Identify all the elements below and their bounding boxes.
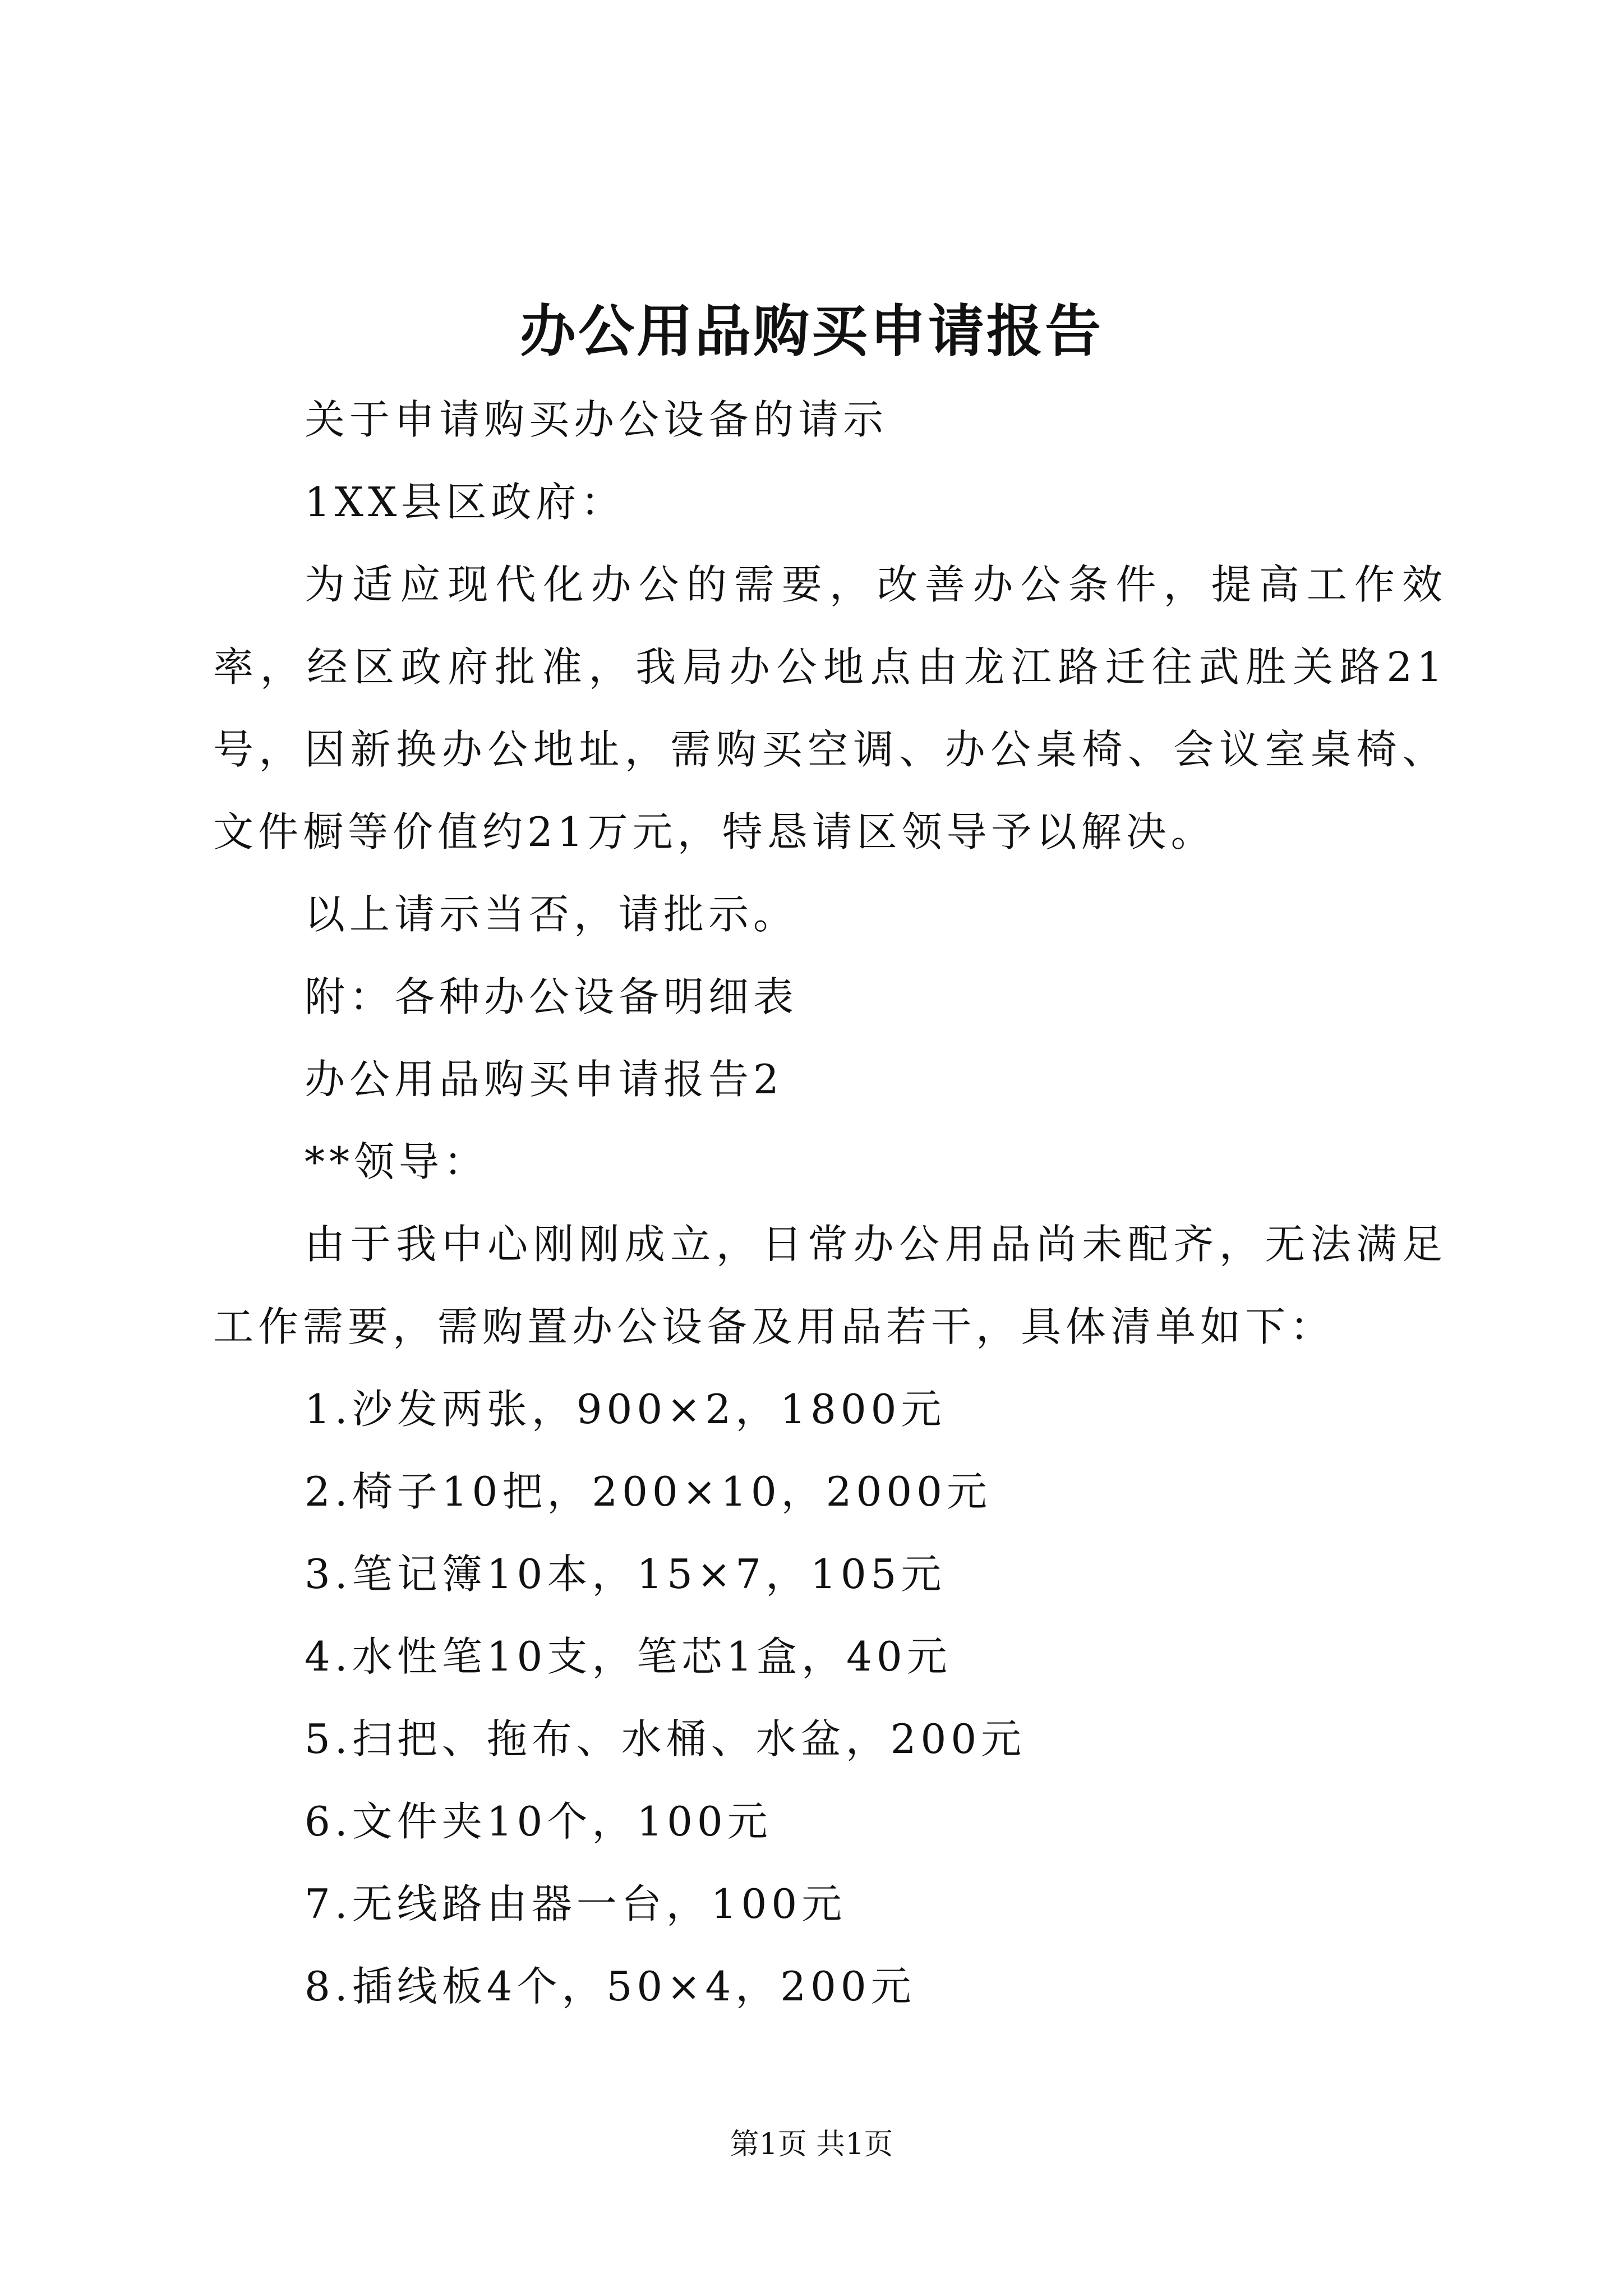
list-item: 6.文件夹10个，100元 — [305, 1798, 772, 1845]
list-item: 7.无线路由器一台，100元 — [305, 1880, 847, 1927]
page-footer: 第1页 共1页 — [730, 2128, 893, 2161]
list-item: 1.沙发两张，900×2，1800元 — [305, 1386, 946, 1433]
list-item: 5.扫把、拖布、水桶、水盆，200元 — [305, 1715, 1026, 1763]
addressee-line-2: **领导： — [305, 1138, 489, 1185]
body-paragraph: 为适应现代化办公的需要，改善办公条件，提高工作效率，经区政府批准，我局办公地点由龙江路迁往武胜关路21号，因新换办公地址，需购买空调、办公桌椅、会议室桌椅、文件橱等价值约21万元，特恳请区领导予以解决。 — [213, 561, 1447, 855]
body-paragraph-2: 由于我中心刚刚成立，日常办公用品尚未配齐，无法满足工作需要，需购置办公设备及用品若干，具体清单如下： — [213, 1221, 1447, 1350]
list-item: 8.插线板4个，50×4，200元 — [305, 1963, 916, 2010]
list-item: 4.水性笔10支，笔芯1盒，40元 — [305, 1633, 952, 1680]
section-heading: 办公用品购买申请报告2 — [305, 1056, 783, 1103]
document-body — [213, 379, 1447, 2028]
addressee-line: 1XX县区政府： — [305, 478, 626, 526]
list-item: 2.椅子10把，200×10，2000元 — [305, 1468, 992, 1515]
attachment-line: 附：各种办公设备明细表 — [305, 973, 799, 1020]
list-item: 3.笔记簿10本，15×7，105元 — [305, 1550, 946, 1598]
request-line: 以上请示当否，请批示。 — [305, 891, 799, 938]
document-title: 办公用品购买申请报告 — [520, 298, 1103, 364]
subject-line: 关于申请购买办公设备的请示 — [305, 396, 888, 443]
